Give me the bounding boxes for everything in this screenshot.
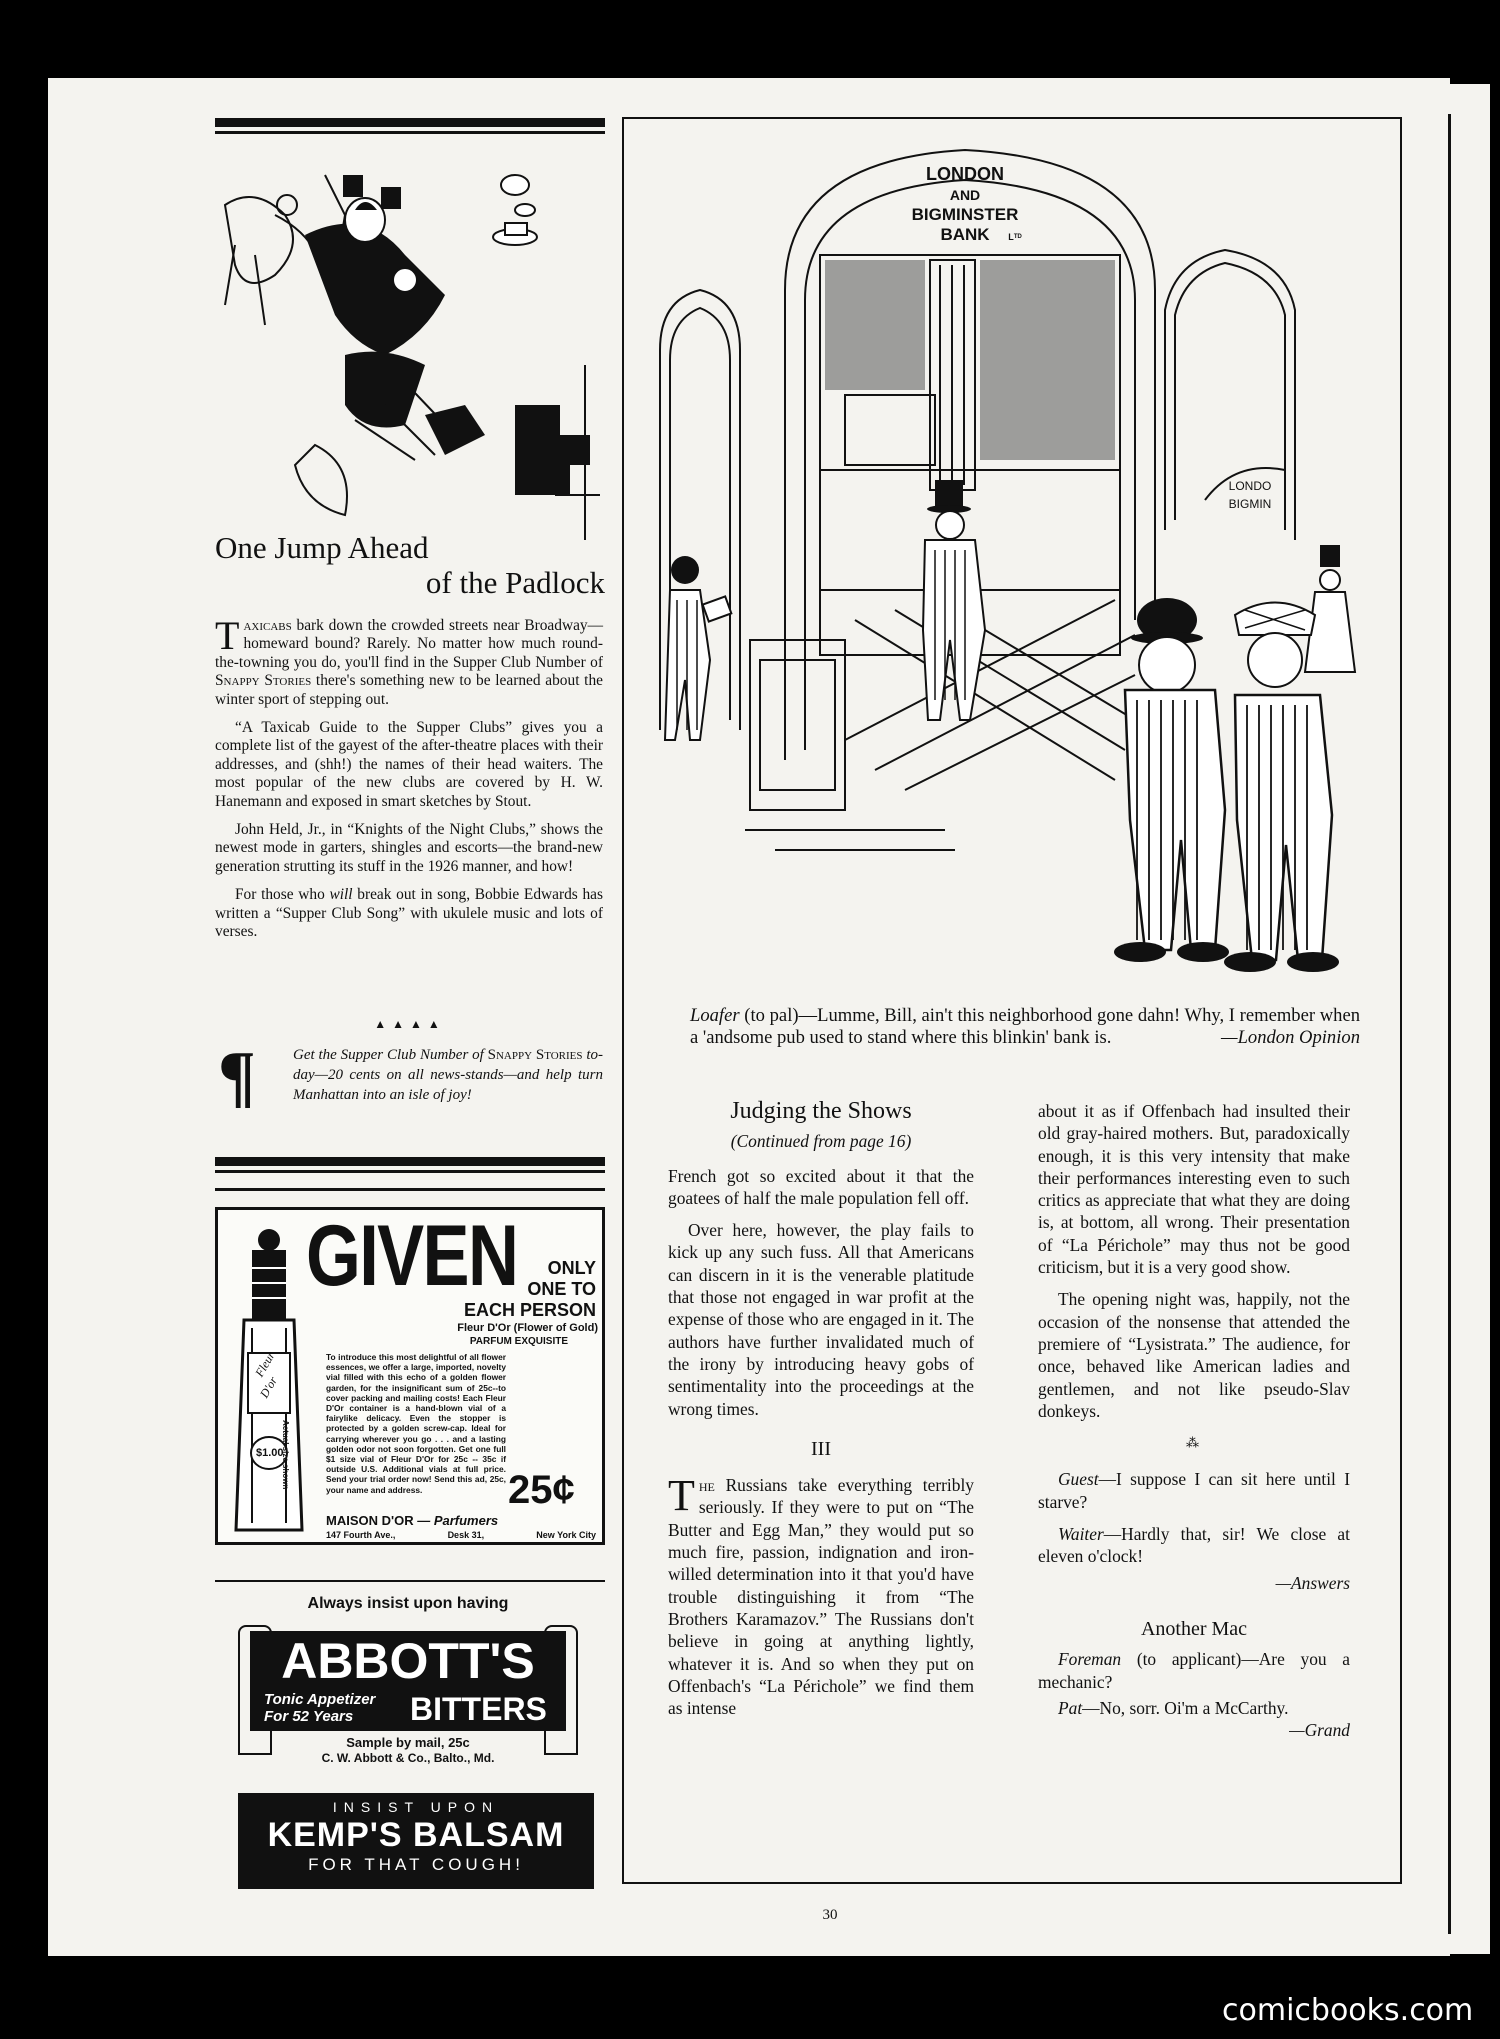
abbott-brand: ABBOTT'S [281,1633,535,1689]
kemp-top: INSIST UPON [332,1799,500,1815]
joke2-question: Foreman (to applicant)—Are you a mechanic? [1038,1649,1350,1692]
kemp-bottom: FOR THAT COUGH! [308,1855,524,1874]
page-number: 30 [822,1907,838,1923]
caption-text: (to pal)—Lumme, Bill, ain't this neighborhood gone dahn! Why, I remember when a 'andsome pub used to stand where this blinkin' bank is. [690,1005,1360,1048]
ad-given-product-sub: PARFUM EXQUISITE [469,1336,568,1347]
ad-given-headline: GIVEN [306,1208,518,1304]
ad-given-body: To introduce this most delightful of all flower essences, we offer a large, imported, novelty vial filled with this echo of a golden flower garden, for the insignificant sum of 25c--to cover packing and mailing costs! Each Fleur D'Or container is a hand-blown vial of a fairylike delicacy. Even the stopper is protected by a golden screw-cap. Ideal for carrying wherever you go . . . and a lasting golden odor not soon forgotten. Get one full $1 size vial of Fleur D'Or for 25c -- 35c if outside U.S. Additional vials at full price. Send your trial order now! Send this ad, 25c, your name and address. [326,1352,506,1495]
article-paragraph-1: French got so excited about it that the goatees of half the male population fell off. [668,1165,974,1208]
magazine-name: Snappy Stories [215,672,312,690]
abbott-label [250,1631,566,1731]
top-rule-thick [215,118,605,127]
article-paragraph-2: Over here, however, the play fails to kick up any such fuss. All that Americans can discern in it is the venerable platitude that those not engaged in war profit at the expense of those who are engaged in it. The authors have further invalidated much of the irony by introducing heavy gobs of sentimentality into the proceedings at the wrong times. [668,1220,974,1419]
dancing-couple-cartoon [215,165,600,540]
joke2-title: Another Mac [1140,1617,1248,1640]
bottle-label-1: Fleur [252,1349,278,1380]
side-sign-line-2: BIGMIN [1228,497,1272,511]
side-sign-line-1: LONDO [1228,479,1272,493]
ad-given-address: 147 Fourth Ave., Desk 31, New York City [326,1530,596,1540]
caption-source: —London Opinion [1221,1027,1360,1048]
joke2-answer: Pat—No, sorr. Oi'm a McCarthy. [1058,1697,1289,1718]
bank-sign-line-2: AND [949,187,981,203]
article-title: Judging the Shows [730,1098,912,1124]
ad-rule-thin [215,1170,605,1173]
kemp-brand: KEMP'S BALSAM [267,1816,565,1854]
abbotts-bitters-ad [238,1595,578,1777]
ad-side-text: Actual size shown [281,1420,290,1490]
loafer-figures [1114,598,1339,972]
abbott-top-line: Always insist upon having [307,1595,509,1612]
article-headline [215,530,605,600]
article-paragraph-5: The opening night was, happily, not the occasion of the nonsense that attended the premiere of “Lysistrata.” The audience, for once, behaved like American ladies and gentlemen, and not like pseudo-Slav donkeys. [1038,1289,1350,1421]
bottle-label-2: D'or [256,1374,281,1401]
joke2-source: —Grand [1289,1720,1350,1741]
bank-sign-line-4: BANK [940,225,990,244]
bank-sign-suffix: Lᵀᴰ [1008,232,1022,242]
abbott-product: BITTERS [410,1691,547,1727]
pilcrow-icon: ¶ [218,1038,256,1115]
drop-cap: T [215,613,240,658]
abbott-company: C. W. Abbott & Co., Balto., Md. [321,1751,495,1765]
promo-callout: Get the Supper Club Number of Snappy Stories to-day—20 cents on all news-stands—and help turn Manhattan into an isle of joy! [293,1047,604,1103]
article-paragraph-3: The Russians take everything terribly seriously. If they were to put on “The Butter and Egg Man,” they would put so much fire, passion, indignation and iron-willed determination into it that you'd have trouble distinguishing it from “The Brothers Karamazov.” The Russians don't believe in going at anything lightly, whatever it is. And so when they put on Offenbach's “La Périchole” we find them as intense [668,1471,974,1719]
bottle-price: $1.00 [256,1447,284,1459]
ad-given-product: Fleur D'Or (Flower of Gold) [457,1322,598,1334]
ad-divider [215,1580,605,1582]
headline-line-1: One Jump Ahead [215,530,429,565]
bank-sign-line-1: LONDON [926,164,1004,184]
promo-paragraph-3: John Held, Jr., in “Knights of the Night Clubs,” shows the newest mode in garters, shingles and escorts—the brand-new generation strutting its stuff in the 1926 manner, and how! [215,821,603,875]
section-numeral: III [811,1437,831,1460]
distant-figure [1305,545,1355,672]
ad-rule-thick [215,1157,605,1166]
clerk-figure [665,556,731,740]
promo-paragraph-4: For those who will break out in song, Bobbie Edwards has written a “Supper Club Song” with ukulele music and lots of verses. [215,886,603,941]
ad-given-company: MAISON D'OR — Parfumers [326,1513,499,1528]
cartoon-caption [690,1005,1360,1049]
section-ornament: ▲▲▲▲ [374,1017,446,1031]
article-paragraph-4: about it as if Offenbach had insulted their old gray-haired mothers. But, paradoxically enough, it is this very intensity that make their performances interesting even to such critics as appreciate that what they are doing is, at bottom, all wrong. Their presentation of “La Périchole” may thus not be good criticism, but it is a very good show. [1038,1101,1350,1278]
abbott-sample: Sample by mail, 25c [346,1735,470,1750]
joke-source: —Answers [1275,1572,1350,1593]
article-column-2 [1038,1100,1350,1751]
bank-street-cartoon [645,140,1380,985]
caption-speaker: Loafer [690,1005,740,1026]
ad-given-price: 25¢ [508,1468,575,1512]
article-column-1 [668,1100,974,1729]
promo-paragraph-1: Taxicabs bark down the crowded streets near Broadway—homeward bound? Rarely. No matter how much round-the-towning you do, you'll find in the Supper Club Number of Snappy Stories there's something new to be learned about the winter sport of stepping out. [215,613,603,708]
facing-page-edge [1430,84,1490,1954]
continued-note: (Continued from page 16) [730,1131,912,1152]
bank-sign-line-3: BIGMINSTER [911,205,1019,224]
ad-given-offer: ONLY ONE TO EACH PERSON [463,1258,596,1320]
fleur-dor-ad [215,1207,605,1545]
promo-paragraph-2: “A Taxicab Guide to the Supper Clubs” gives you a complete list of the gayest of the after-theatre places with their addresses, and (shh!) the names of their head waiters. The most popular of the new clubs are covered by H. W. Hanemann and exposed in smart sketches by Stout. [215,719,603,810]
site-watermark: comicbooks.com [1222,1993,1474,2028]
abbott-tagline: Tonic Appetizer For 52 Years [264,1691,376,1725]
top-rule-thin [215,131,605,134]
kemps-balsam-ad [238,1793,594,1889]
ad-rule-thin-2 [215,1188,605,1191]
joke-waiter-line: Waiter—Hardly that, sir! We close at eleven o'clock! [1038,1524,1350,1567]
drop-cap: T [668,1471,695,1521]
ornament: ⁂ [1186,1435,1202,1451]
joke-guest-line: Guest—I suppose I can sit here until I starve? [1038,1469,1350,1512]
headline-line-2: of the Padlock [425,565,605,600]
promo-article-body [215,613,603,952]
